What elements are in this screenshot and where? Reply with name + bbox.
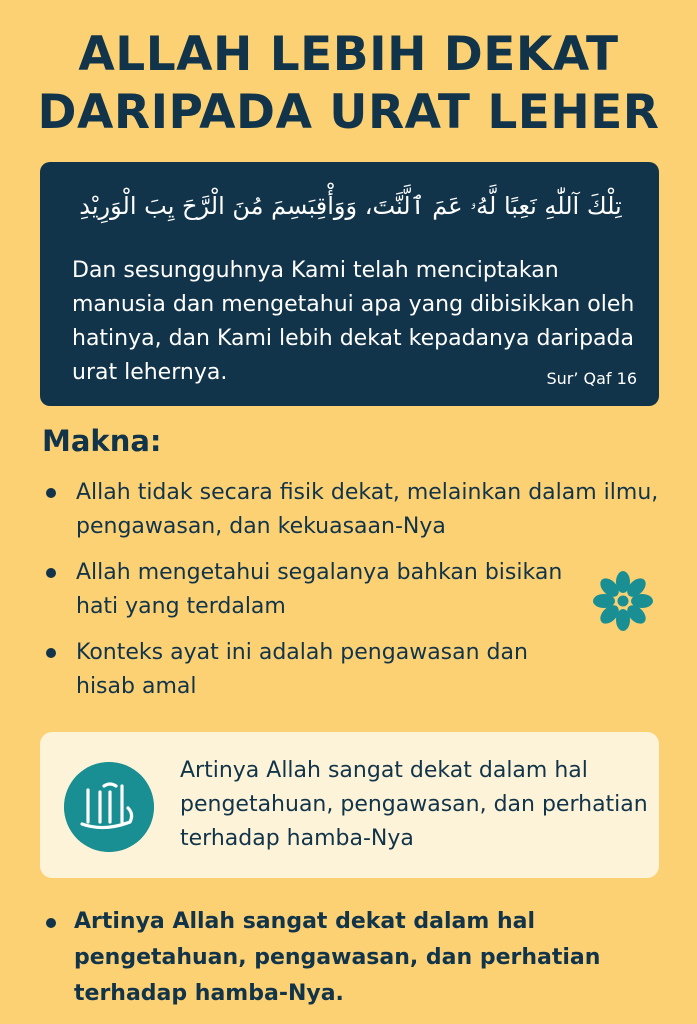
list-item-text: Konteks ayat ini adalah pengawasan dan hisab amal [76, 640, 528, 699]
bottom-list-item [44, 904, 694, 1012]
page-title [0, 26, 697, 142]
arabic-verse: تِلْكَ آللّٰهِ نَعِبًا لَّهُۥ عَمَ ٱلَّنَّتَ، وَوَأْقِبَسِمَ مُنَ الْرَّحَ يِبَ الْوَرِيْدِ [79, 192, 622, 220]
callout-card [40, 732, 659, 878]
list-item-text: Allah mengetahui segalanya bahkan bisikan hati yang terdalam [76, 560, 563, 619]
list-item [44, 556, 586, 624]
verse-card [40, 162, 659, 406]
makna-heading: Makna: [42, 424, 162, 458]
bullet-dot-icon [46, 648, 56, 658]
list-item-text: Allah tidak secara fisik dekat, melainkan dalam ilmu, pengawasan, dan kekuasaan-Nya [76, 480, 659, 539]
bottom-item-text: Artinya Allah sangat dekat dalam hal pengetahuan, pengawasan, dan perhatian terhadap hamba-Nya. [74, 909, 601, 1006]
bullet-dot-icon [46, 488, 56, 498]
list-item [44, 636, 586, 704]
verse-translation: Dan sesungguhnya Kami telah menciptakan manusia dan mengetahui apa yang dibisikkan oleh hatinya, dan Kami lebih dekat kepadanya daripada urat lehernya. [72, 258, 635, 385]
title-line-2: DARIPADA URAT LEHER [37, 85, 660, 140]
bullet-dot-icon [46, 918, 56, 928]
flower-icon [588, 568, 658, 634]
allah-calligraphy-icon [64, 762, 154, 852]
title-line-1: ALLAH LEBIH DEKAT [78, 27, 619, 82]
verse-source: Sur’ Qaf 16 [546, 369, 637, 388]
list-item [44, 476, 684, 544]
callout-text: Artinya Allah sangat dekat dalam hal pengetahuan, pengawasan, dan perhatian terhadap hamba-Nya [180, 758, 648, 851]
bullet-dot-icon [46, 568, 56, 578]
